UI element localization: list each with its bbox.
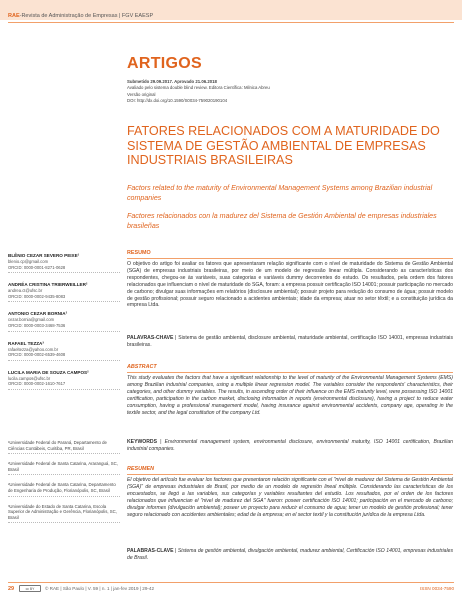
journal-abbr: RAE (8, 13, 20, 19)
author-name: BLÊNIO CEZAR SEVERO PEIXE¹ (8, 253, 80, 258)
version-info: Versão original (127, 91, 156, 97)
author-orcid[interactable]: ORCID: 0000-0001-8271-0628 (8, 264, 66, 270)
resumo-text: O objetivo do artigo foi avaliar os fatores que apresentaram relação significante com o nível de maturidade do Sistema de Gestão Ambiental (SGA) de empresas industriais brasileiras, por meio de um modelo de regressão linear múltipla. Considerando as características dos respondentes, chegou-se às variáveis, suas categorias e variáveis dummy decorrentes do estudo. Os resultados, pela ordem dos fatores relacionados que influenciam o nível de maturidade do SGA, foram: a empresa possuir certificação ISO 14001; possuir participação no mercado de carbono; divulgar suas informações em relatórios (disclosure ambiental); possuir projeto para redução do consumo de água; possuir modelo de gestão profissional; possuir seguro relacionado a acidentes ambientais; idade da empresa; atuar no setor têxtil; e a constituição jurídica da empresa Ltda. (127, 261, 453, 309)
author-name: RAFAEL TEZZA³ (8, 340, 44, 346)
author-email[interactable]: rafaeltezza@yahoo.com.br (8, 346, 59, 352)
abstract-text: This study evaluates the factors that have a significant relationship to the level of maturity of the Environmental Management Systems (EMS) among Brazilian industrial companies, using a multiple linear regression model. The variables consider the respondents' characteristics, their categories, and other dummy variables. The results, in ascending order of their influence on the EMS maturity level, were possessing ISO 14001 certification, participation in the carbon market, disclosing information in reports (environmental disclosure), having a project to reduce water consumption, having a professional management model, having insurance against environmental accidents, company age, operating in the textile sector, and the legal constitution of the company Ltd. (127, 375, 453, 416)
affiliation-item: ²Universidade Federal de Santa Catarina, Araranguá, SC, Brasil (8, 461, 120, 475)
submission-dates: Submetido 29.09.2017. Aprovado 21.06.2018 (127, 79, 217, 84)
review-info: Avaliado pelo sistema double blind review. Editora Científica: Milnica Abreu (127, 85, 270, 91)
affiliation-item: ²Universidade Federal de Santa Catarina, Departamento de Engenharia de Produção, Florianópolis, SC, Brasil (8, 482, 120, 496)
resumo-keywords-text: | Sistema de gestão ambiental, disclosure ambiental, maturidade ambiental, certificação ISO 14001, empresas industriais brasileiras. (127, 335, 453, 348)
resumo-keywords-label: PALAVRAS-CHAVE (127, 335, 174, 341)
resumo-rule (127, 258, 453, 259)
journal-citation: © RAE | São Paulo | V. 59 | n. 1 | jan-fev 2019 | 29-42 (45, 586, 155, 591)
page-footer (8, 586, 454, 596)
resumen-rule (127, 474, 453, 475)
abstract-keywords-label: KEYWORDS (127, 439, 157, 445)
author-orcid[interactable]: ORCID: 0000-0003-3468-7536 (8, 322, 66, 328)
author-name: ANTONIO CEZAR BORNIA² (8, 311, 68, 317)
resumen-keywords (127, 548, 453, 562)
article-title-pt: FATORES RELACIONADOS COM A MATURIDADE DO SISTEMA DE GESTÃO AMBIENTAL DE EMPRESAS INDUSTRIAIS BRASILEIRAS (127, 124, 440, 167)
author-item (8, 311, 120, 331)
journal-header-text (8, 13, 153, 19)
cc-license-icon: cc BY (19, 585, 41, 592)
page-number: 29 (8, 586, 15, 592)
author-orcid[interactable]: ORCID: 0000-0002-9435-8083 (8, 293, 66, 299)
affiliation-item: ³Universidade do Estado de Santa Catarina, Escola Superior de Administração e Gerência, Florianópolis, SC, Brasil (8, 504, 120, 524)
journal-name: -Revista de Administração de Empresas | FGV EAESP (19, 13, 154, 19)
resumo-heading: RESUMO (127, 250, 151, 256)
abstract-keywords (127, 439, 453, 453)
issn: ISSN 0034-7590 (420, 586, 454, 591)
author-name: LUCILA MARIA DE SOUZA CAMPOS² (8, 369, 89, 375)
author-email[interactable]: blenio.cp@gmail.com (8, 259, 49, 264)
section-title: ARTIGOS (127, 55, 202, 72)
resumo-keywords (127, 335, 453, 349)
article-title-en: Factors related to the maturity of Environmental Management Systems among Brazilian industrial companies (127, 184, 433, 202)
resumen-heading: RESUMEN (127, 466, 154, 472)
running-header (0, 0, 462, 30)
article-meta (127, 79, 447, 105)
author-orcid[interactable]: ORCID: 0000-0002-6539-4608 (8, 352, 66, 358)
doi-link[interactable]: DOI: http://dx.doi.org/10.1590/S0034-759020190104 (127, 98, 228, 104)
author-email[interactable]: andrea.ct@ufsc.br (8, 288, 43, 294)
article-title-es: Factores relacionados con la madurez del Sistema de Gestión Ambiental de empresas industriales brasileñas (127, 212, 437, 230)
affiliation-list (8, 440, 120, 530)
header-rule (8, 22, 454, 23)
resumen-keywords-label: PALABRAS-CLAVE (127, 548, 174, 554)
author-item (8, 341, 120, 361)
resumen-keywords-text: | Sistema de gestión ambiental, divulgación ambiental, madurez ambiental, Certificación ISO 14001, empresas industriales de Brasil. (127, 548, 453, 561)
author-item (8, 282, 120, 302)
affiliation-item: ¹Universidade Federal do Paraná, Departamento de Ciências Contábeis, Curitiba, PR, Brasil (8, 440, 120, 454)
author-item (8, 253, 120, 273)
author-name: ANDRÉA CRISTINA TRIERWEILLER² (8, 282, 88, 288)
abstract-rule (127, 372, 453, 373)
abstract-heading: ABSTRACT (127, 364, 157, 370)
author-email[interactable]: cezar.bornia@gmail.com (8, 317, 55, 323)
resumen-text: El objetivo del artículo fue evaluar los factores que presentaron relación significante con el "nivel de madurez del Sistema de Gestión Ambiental (SGA)" de empresas industriales de Brasil, por medio de un modelo de regresión lineal múltiple. Considerando las características de los encuestados, se llegó a las variables, sus categorías y variables resultantes del estudio. Los resultados, por el orden de los factores relacionados que influencian el "nivel de madurez del SGA" fueron: poseer certificación ISO 14001; participación en el mercado de carbono; divulgar informes (divulgación ambiental); poseer un proyecto para reducir el consumo de agua; tener un modelo de gestión profesional; tener seguro relacionado con accidentes ambientales; edad de la empresa; en el sector textil y la constitución jurídica de la empresa Ltda. (127, 477, 453, 518)
footer-rule (8, 582, 454, 583)
author-orcid[interactable]: ORCID: 0000-0002-1610-7617 (8, 381, 66, 387)
author-list (8, 253, 120, 399)
abstract-keywords-text: | Environmental management system, environmental disclosure, environmental maturity, ISO 14001 certification, Brazilian industrial companies. (127, 439, 453, 452)
author-email[interactable]: lucila.campos@ufsc.br (8, 375, 51, 381)
author-item (8, 370, 120, 390)
